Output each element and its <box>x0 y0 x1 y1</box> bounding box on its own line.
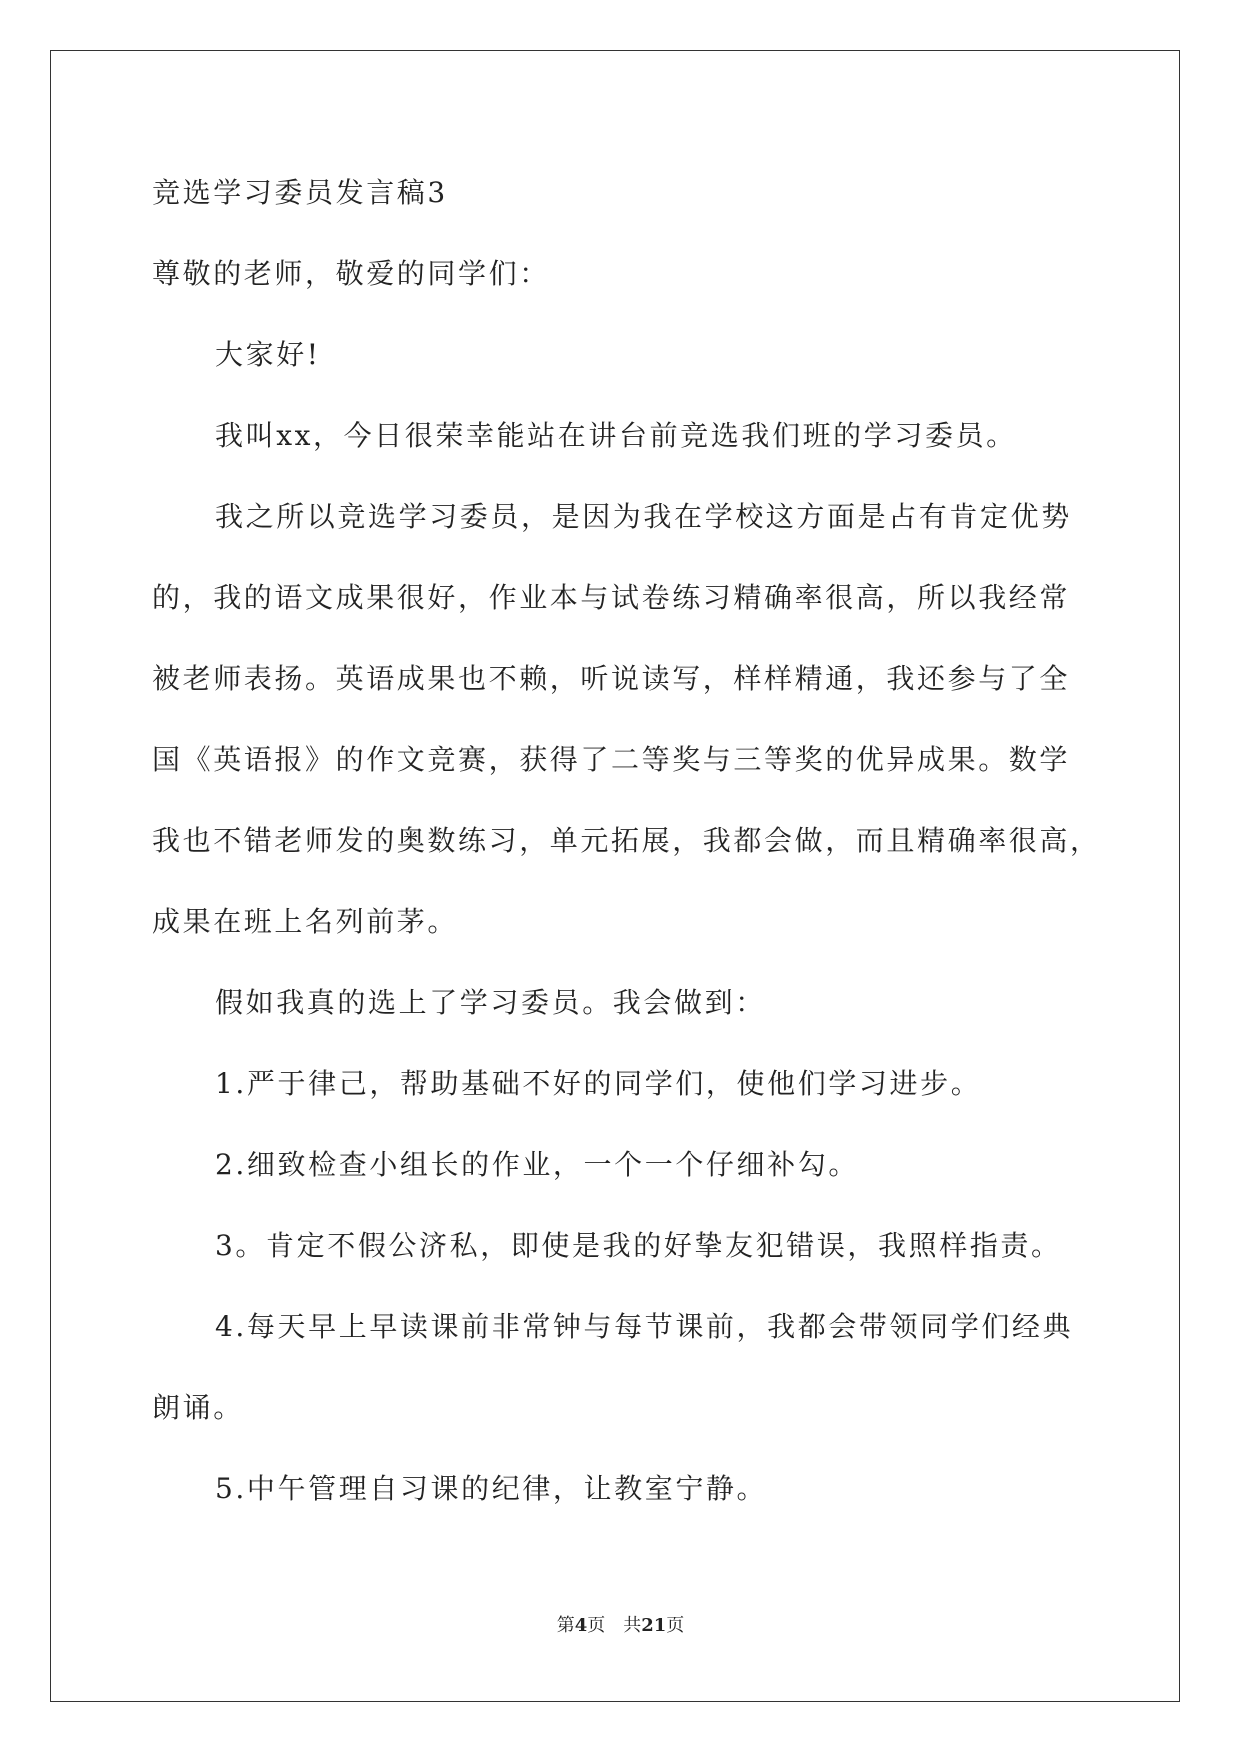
document-body <box>152 152 1101 1529</box>
total-suffix: 页 <box>666 1615 685 1636</box>
salutation: 尊敬的老师，敬爱的同学们： <box>152 257 550 290</box>
page-footer <box>0 1611 1241 1637</box>
list-item: 3。肯定不假公济私，即使是我的好挚友犯错误，我照样指责。 <box>215 1229 1062 1262</box>
paragraph-line: 被老师表扬。英语成果也不赖，听说读写，样样精通，我还参与了全 <box>152 662 1071 695</box>
paragraph-line: 国《英语报》的作文竞赛，获得了二等奖与三等奖的优异成果。数学 <box>152 743 1071 776</box>
paragraph-line: 我之所以竞选学习委员，是因为我在学校这方面是占有肯定优势 <box>215 500 1072 533</box>
list-item: 2.细致检查小组长的作业，一个一个仔细补勾。 <box>215 1148 859 1181</box>
list-item-continuation: 朗诵。 <box>152 1391 244 1424</box>
page-suffix: 页 <box>587 1615 606 1636</box>
total-prefix: 共 <box>623 1615 642 1636</box>
paragraph-line: 我也不错老师发的奥数练习，单元拓展，我都会做，而且精确率很高， <box>152 824 1101 857</box>
total-pages: 21 <box>641 1615 667 1636</box>
list-item: 5.中午管理自习课的纪律，让教室宁静。 <box>215 1472 768 1505</box>
list-item: 4.每天早上早读课前非常钟与每节课前，我都会带领同学们经典 <box>215 1310 1074 1343</box>
paragraph-line: 成果在班上名列前茅。 <box>152 905 459 938</box>
page-prefix: 第 <box>556 1615 575 1636</box>
greeting: 大家好! <box>215 338 321 371</box>
document-title: 竞选学习委员发言稿3 <box>152 176 448 209</box>
list-item: 1.严于律己，帮助基础不好的同学们，使他们学习进步。 <box>215 1067 982 1100</box>
page-number: 4 <box>574 1615 588 1636</box>
paragraph-line: 的，我的语文成果很好，作业本与试卷练习精确率很高，所以我经常 <box>152 581 1071 614</box>
paragraph-line: 我叫xx，今日很荣幸能站在讲台前竞选我们班的学习委员。 <box>215 419 1017 452</box>
paragraph-line: 假如我真的选上了学习委员。我会做到： <box>215 986 766 1019</box>
